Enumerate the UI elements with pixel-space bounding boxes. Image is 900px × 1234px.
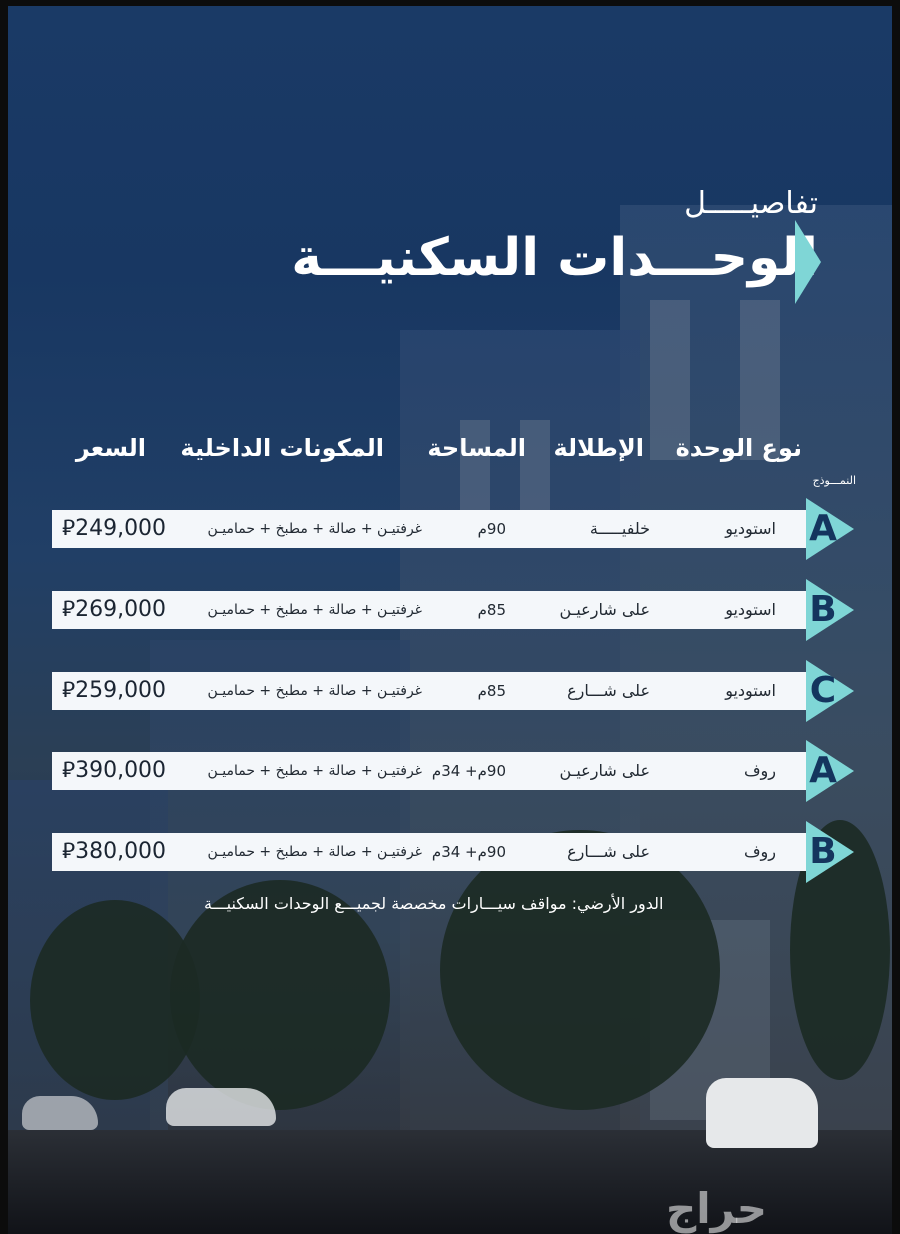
header-components: المكونات الداخلية — [180, 434, 384, 462]
components-cell: غرفتيـن + صالة + مطبخ + حماميـن — [207, 683, 422, 699]
view-cell: خلفيـــــة — [589, 519, 650, 538]
model-badge — [806, 660, 856, 722]
price-cell: ⃁249,000 — [62, 516, 167, 541]
currency-symbol: ⃁ — [62, 597, 76, 622]
view-cell: على شارعيـن — [559, 600, 650, 619]
table-row — [52, 833, 806, 871]
area-cell: 90م+ 34م — [431, 762, 506, 780]
model-badge — [806, 740, 856, 802]
frame-edge — [892, 0, 900, 1234]
type-cell: روف — [743, 761, 776, 780]
page-title: الوحـــدات السكنيـــة — [291, 228, 818, 288]
area-cell: 85م — [477, 682, 506, 700]
currency-symbol: ⃁ — [62, 758, 76, 783]
currency-symbol: ⃁ — [62, 839, 76, 864]
car — [22, 1096, 98, 1130]
header-price: السعر — [75, 434, 146, 462]
watermark-logo: حراج — [666, 1184, 768, 1233]
title-small: تفاصيـــــل — [684, 186, 818, 221]
components-cell: غرفتيـن + صالة + مطبخ + حماميـن — [207, 602, 422, 618]
table-row — [52, 510, 806, 548]
header-type: نوع الوحدة — [675, 434, 802, 462]
components-cell: غرفتيـن + صالة + مطبخ + حماميـن — [207, 844, 422, 860]
header-area: المساحة — [427, 434, 526, 462]
area-cell: 85م — [477, 601, 506, 619]
type-cell: استوديو — [725, 519, 776, 538]
components-cell: غرفتيـن + صالة + مطبخ + حماميـن — [207, 763, 422, 779]
price-cell: ⃁269,000 — [62, 597, 167, 622]
header-view: الإطلالة — [553, 434, 644, 462]
model-badge — [806, 498, 856, 560]
table-row — [52, 752, 806, 790]
tree — [440, 830, 720, 1110]
car — [166, 1088, 276, 1126]
frame-edge — [0, 0, 900, 6]
model-badge — [806, 579, 856, 641]
currency-symbol: ⃁ — [62, 678, 76, 703]
view-cell: على شـــارع — [567, 681, 650, 700]
model-letter: B — [809, 589, 837, 630]
table-row — [52, 591, 806, 629]
table-row — [52, 672, 806, 710]
model-letter: A — [809, 750, 837, 791]
price-cell: ⃁390,000 — [62, 758, 167, 783]
currency-symbol: ⃁ — [62, 516, 76, 541]
model-letter: A — [809, 508, 837, 549]
price-cell: ⃁380,000 — [62, 839, 167, 864]
model-letter: C — [809, 670, 837, 711]
type-cell: روف — [743, 842, 776, 861]
car — [706, 1078, 818, 1148]
view-cell: على شـــارع — [567, 842, 650, 861]
price-cell: ⃁259,000 — [62, 678, 167, 703]
frame-edge — [0, 0, 8, 1234]
model-letter: B — [809, 831, 837, 872]
type-cell: استوديو — [725, 681, 776, 700]
components-cell: غرفتيـن + صالة + مطبخ + حماميـن — [207, 521, 422, 537]
view-cell: على شارعيـن — [559, 761, 650, 780]
title-triangle-icon — [795, 220, 821, 304]
footer-note: الدور الأرضي: مواقف سيـــارات مخصصة لجميـــع الوحدات السكنيـــة — [204, 894, 664, 913]
header-model: النمـــوذج — [812, 474, 856, 487]
model-badge — [806, 821, 856, 883]
area-cell: 90م+ 34م — [431, 843, 506, 861]
type-cell: استوديو — [725, 600, 776, 619]
tree — [170, 880, 390, 1110]
area-cell: 90م — [477, 520, 506, 538]
